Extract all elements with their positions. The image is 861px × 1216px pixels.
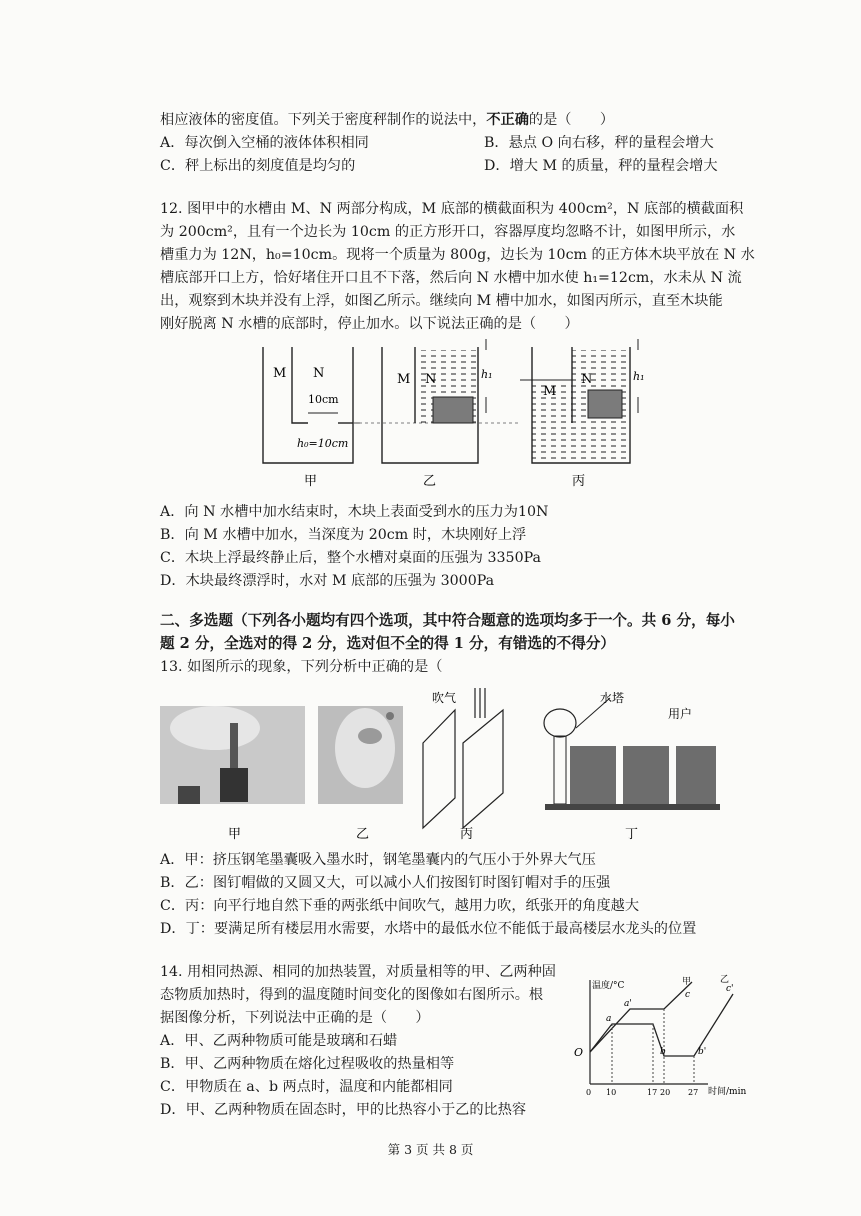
label-h1: h₁ [633, 370, 645, 383]
x-axis-label: 时间/min [708, 1087, 747, 1097]
point-a: a [606, 1014, 612, 1024]
q13-option-d: D．丁：要满足所有楼层用水需要，水塔中的最低水位不能低于最高楼层水龙头的位置 [160, 921, 697, 937]
label-10cm: 10cm [308, 393, 339, 406]
label-blow: 吹气 [432, 691, 457, 705]
q14-line: 据图像分析，下列说法中正确的是（ ） [160, 1010, 430, 1026]
q11-stem-bold: 不正确 [486, 112, 529, 128]
caption-bing: 丙 [460, 827, 474, 842]
label-m: M [397, 372, 411, 387]
point-a-prime: a' [624, 999, 632, 1009]
q12-line: 槽底部开口上方，恰好堵住开口且不下落，然后向 N 水槽中加水使 h₁=12cm，水未从 N 流 [160, 270, 742, 286]
caption-ding: 丁 [625, 827, 639, 842]
q13-option-a: A．甲：挤压钢笔墨囊吸入墨水时，钢笔墨囊内的气压小于外界大气压 [160, 852, 596, 868]
photo-yi [318, 706, 403, 804]
caption-yi: 乙 [356, 827, 370, 842]
q11-stem-text: 相应液体的密度值。下列关于密度秤制作的说法中， [160, 112, 487, 128]
y-axis-label: 温度/°C [592, 981, 625, 991]
q11-option-a: A．每次倒入空桶的液体体积相同 [160, 135, 369, 151]
page-footer: 第 3 页 共 8 页 [387, 1142, 474, 1157]
section-heading-cont: 题 2 分，全选对的得 2 分，选对但不全的得 1 分，有错选的不得分） [160, 635, 615, 652]
label-n: N [425, 372, 437, 387]
q14-option-a: A．甲、乙两种物质可能是玻璃和石蜡 [160, 1033, 398, 1049]
label-n: N [581, 372, 593, 387]
label-user: 用户 [668, 707, 693, 721]
tick-20: 20 [660, 1088, 671, 1097]
caption-yi: 乙 [423, 474, 437, 489]
series-jia: 甲 [682, 977, 692, 987]
tick-10: 10 [606, 1088, 617, 1097]
q11-option-c: C．秤上标出的刻度值是均匀的 [160, 158, 356, 174]
q14-line: 14. 用相同热源、相同的加热装置，对质量相等的甲、乙两种固 [160, 964, 556, 980]
q14-graph [568, 972, 754, 1100]
q12-figure [250, 335, 660, 495]
q11-option-b: B．悬点 O 向右移，秤的量程会增大 [484, 135, 714, 151]
tick-0: 0 [586, 1088, 592, 1097]
origin-label: O [574, 1046, 584, 1059]
fig-ding-tower [544, 698, 720, 810]
label-tower: 水塔 [600, 691, 625, 705]
q11-stem [160, 110, 614, 130]
q14-option-d: D．甲、乙两种物质在固态时，甲的比热容小于乙的比热容 [160, 1102, 527, 1118]
point-c-prime: c' [726, 984, 734, 994]
q12-line: 槽重力为 12N，h₀=10cm。现将一个质量为 800g，边长为 10cm 的正方体木块平放在 N 水 [160, 247, 755, 263]
fig-bing [520, 339, 645, 463]
fig-yi [382, 339, 493, 463]
q12-line: 刚好脱离 N 水槽的底部时，停止加水。以下说法正确的是（ ） [160, 316, 579, 332]
q12-line: 出，观察到木块并没有上浮，如图乙所示。继续向 M 槽中加水，如图丙所示，直至木块能 [160, 293, 723, 309]
q11-stem-end: 的是（ ） [528, 112, 615, 128]
point-c: c [685, 990, 691, 1000]
label-n: N [313, 366, 325, 381]
q12-line: 为 200cm²，且有一个边长为 10cm 的正方形开口，容器厚度均忽略不计，如图甲所示，水 [160, 224, 736, 240]
caption-jia: 甲 [228, 827, 242, 842]
label-h1: h₁ [481, 368, 493, 381]
q14-option-c: C．甲物质在 a、b 两点时，温度和内能都相同 [160, 1079, 453, 1095]
q14-option-b: B．甲、乙两种物质在熔化过程吸收的热量相等 [160, 1056, 455, 1072]
q14-line: 态物质加热时，得到的温度随时间变化的图像如右图所示。根 [160, 987, 544, 1003]
q12-option-d: D．木块最终漂浮时，水对 M 底部的压强为 3000Pa [160, 573, 495, 589]
label-m: M [273, 366, 287, 381]
point-b-prime: b' [698, 1047, 707, 1057]
fig-jia [263, 347, 360, 463]
label-h0: h₀=10cm [297, 437, 349, 450]
q11-option-d: D．增大 M 的质量，秤的量程会增大 [484, 158, 718, 174]
photo-jia [160, 706, 305, 804]
q13-option-b: B．乙：图钉帽做的又圆又大，可以减小人们按图钉时图钉帽对手的压强 [160, 875, 611, 891]
q13-stem: 13. 如图所示的现象，下列分析中正确的是（ [160, 659, 443, 675]
q12-option-c: C．木块上浮最终静止后，整个水槽对桌面的压强为 3350Pa [160, 550, 541, 566]
q12-line: 12. 图甲中的水槽由 M、N 两部分构成，M 底部的横截面积为 400cm²，N 底部的横截面积 [160, 201, 744, 217]
section-heading: 二、多选题（下列各小题均有四个选项，其中符合题意的选项均多于一个。共 6 分，每小 [160, 612, 735, 629]
series-yi: 乙 [720, 975, 730, 985]
q13-figure [160, 688, 720, 848]
point-b: b [660, 1047, 666, 1057]
caption-bing: 丙 [572, 474, 586, 489]
caption-jia: 甲 [304, 474, 318, 489]
q13-option-c: C．丙：向平行地自然下垂的两张纸中间吹气，越用力吹，纸张开的角度越大 [160, 898, 640, 914]
q12-option-a: A．向 N 水槽中加水结束时，木块上表面受到水的压力为10N [160, 504, 549, 520]
tick-27: 27 [688, 1088, 699, 1097]
q12-option-b: B．向 M 水槽中加水，当深度为 20cm 时，木块刚好上浮 [160, 527, 527, 543]
fig-bing-papers [423, 688, 503, 828]
tick-17: 17 [647, 1088, 658, 1097]
label-m: M [543, 384, 557, 399]
